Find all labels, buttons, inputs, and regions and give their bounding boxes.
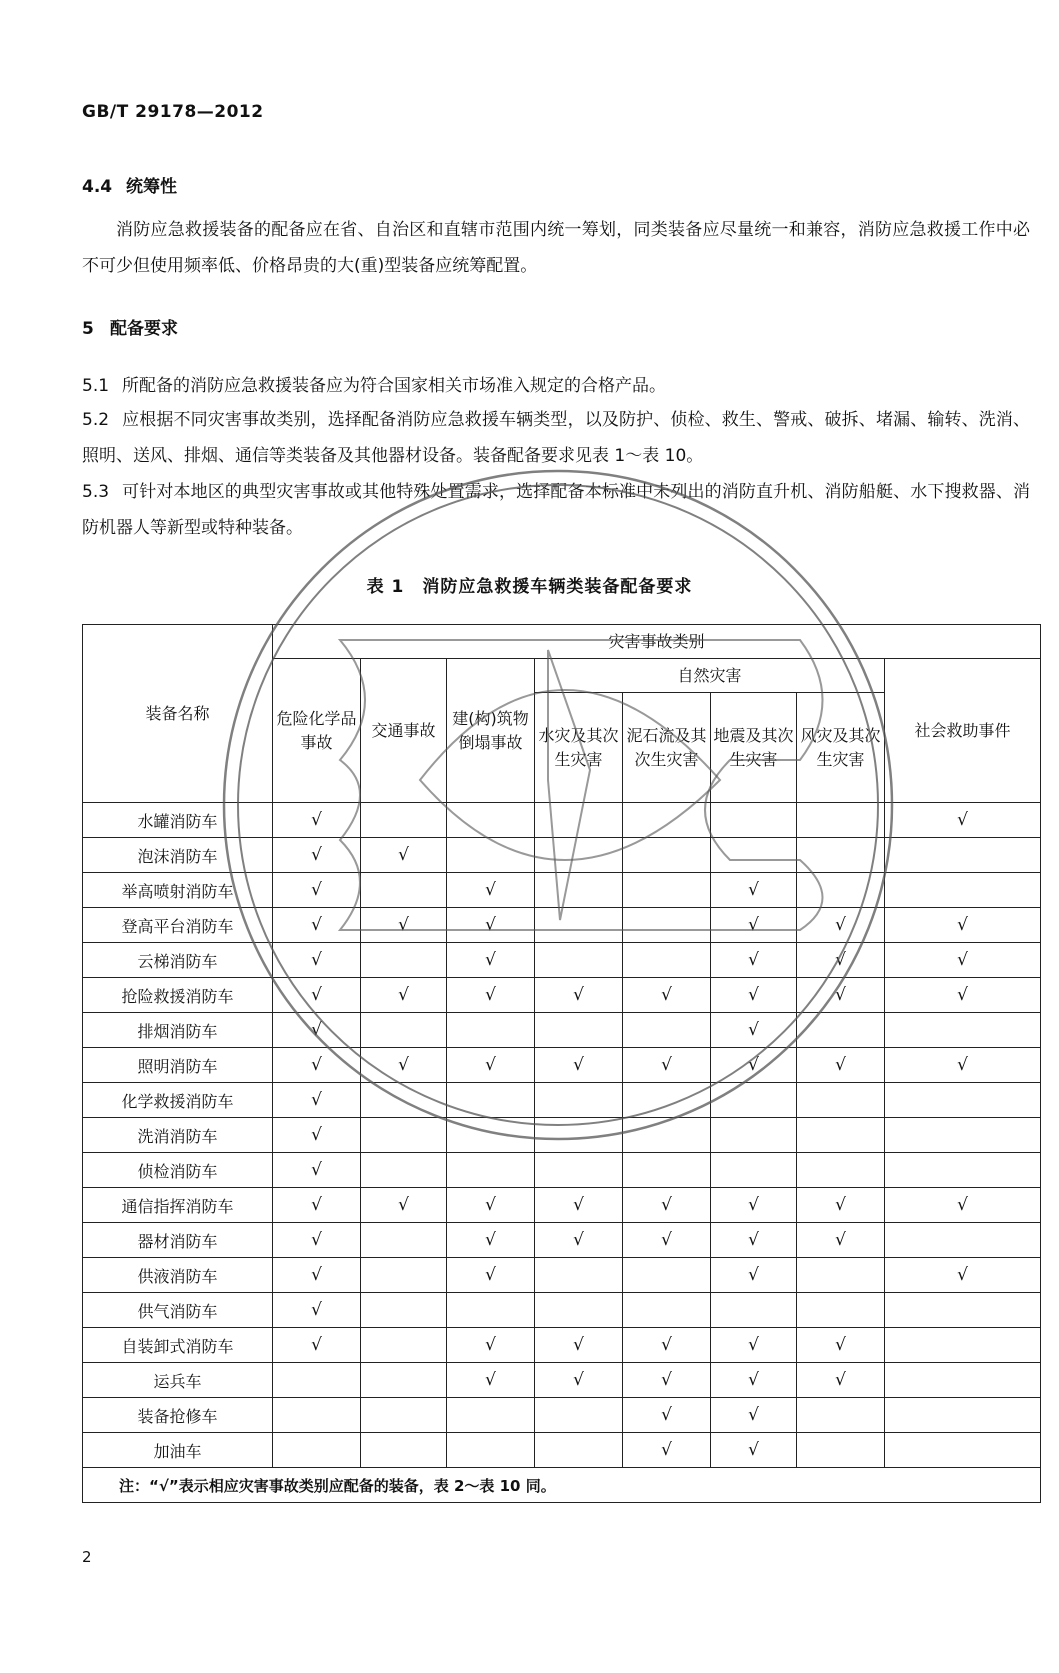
- check-mark-cell: √: [711, 908, 797, 943]
- empty-cell: [797, 1118, 885, 1153]
- equipment-name-cell: 侦检消防车: [83, 1153, 273, 1188]
- empty-cell: [885, 1398, 1041, 1433]
- table-body: [83, 803, 1041, 1468]
- check-mark-cell: √: [535, 1328, 623, 1363]
- check-mark-cell: √: [273, 1048, 361, 1083]
- empty-cell: [623, 1153, 711, 1188]
- empty-cell: [797, 1398, 885, 1433]
- clause-text: 可针对本地区的典型灾害事故或其他特殊处置需求，选择配备本标准中未列出的消防直升机、消防船艇、水下搜救器、消防机器人等新型或特种装备。: [82, 482, 1030, 538]
- clause-number: 5.1: [82, 376, 110, 396]
- check-mark-cell: √: [273, 1083, 361, 1118]
- check-mark-cell: √: [447, 1328, 535, 1363]
- equipment-name-cell: 自装卸式消防车: [83, 1328, 273, 1363]
- empty-cell: [797, 873, 885, 908]
- empty-cell: [535, 803, 623, 838]
- clause-number: 5.3: [82, 482, 110, 502]
- empty-cell: [885, 1433, 1041, 1468]
- check-mark-cell: √: [885, 943, 1041, 978]
- check-mark-cell: √: [711, 1048, 797, 1083]
- equipment-name-cell: 照明消防车: [83, 1048, 273, 1083]
- clause-number: 5.2: [82, 410, 110, 430]
- check-mark-cell: √: [447, 978, 535, 1013]
- equipment-name-cell: 水罐消防车: [83, 803, 273, 838]
- header-natural-disaster: 自然灾害: [535, 659, 885, 693]
- check-mark-cell: √: [797, 1048, 885, 1083]
- check-mark-cell: √: [885, 908, 1041, 943]
- section-number: 5: [82, 319, 94, 339]
- check-mark-cell: √: [885, 1048, 1041, 1083]
- check-mark-cell: √: [273, 1153, 361, 1188]
- equipment-name-cell: 排烟消防车: [83, 1013, 273, 1048]
- empty-cell: [535, 1398, 623, 1433]
- check-mark-cell: √: [273, 1258, 361, 1293]
- check-mark-cell: √: [711, 1433, 797, 1468]
- empty-cell: [361, 1013, 447, 1048]
- check-mark-cell: √: [623, 1048, 711, 1083]
- empty-cell: [711, 1118, 797, 1153]
- empty-cell: [535, 1433, 623, 1468]
- check-mark-cell: √: [623, 1188, 711, 1223]
- empty-cell: [361, 1223, 447, 1258]
- equipment-name-cell: 加油车: [83, 1433, 273, 1468]
- check-mark-cell: √: [885, 803, 1041, 838]
- check-mark-cell: √: [447, 873, 535, 908]
- empty-cell: [361, 1083, 447, 1118]
- section-number: 4.4: [82, 177, 113, 197]
- empty-cell: [623, 908, 711, 943]
- header-equipment-name: 装备名称: [83, 625, 273, 803]
- table-row: [83, 1153, 1041, 1188]
- equipment-name-cell: 运兵车: [83, 1363, 273, 1398]
- check-mark-cell: √: [273, 1293, 361, 1328]
- check-mark-cell: √: [447, 943, 535, 978]
- empty-cell: [623, 1013, 711, 1048]
- empty-cell: [797, 1013, 885, 1048]
- empty-cell: [885, 1153, 1041, 1188]
- check-mark-cell: √: [447, 1223, 535, 1258]
- check-mark-cell: √: [273, 838, 361, 873]
- empty-cell: [885, 873, 1041, 908]
- check-mark-cell: √: [361, 978, 447, 1013]
- check-mark-cell: √: [535, 1048, 623, 1083]
- empty-cell: [535, 908, 623, 943]
- check-mark-cell: √: [447, 1363, 535, 1398]
- check-mark-cell: √: [273, 943, 361, 978]
- check-mark-cell: √: [711, 1363, 797, 1398]
- empty-cell: [447, 1398, 535, 1433]
- check-mark-cell: √: [273, 1188, 361, 1223]
- empty-cell: [535, 943, 623, 978]
- table-note: 注：“√”表示相应灾害事故类别应配备的装备，表 2～表 10 同。: [83, 1468, 1041, 1503]
- clause-text: 应根据不同灾害事故类别，选择配备消防应急救援车辆类型，以及防护、侦检、救生、警戒、破拆、堵漏、输转、洗消、照明、送风、排烟、通信等类装备及其他器材设备。装备配备要求见表 1～表 10。: [82, 410, 1030, 466]
- header-col-5: 泥石流及其次生灾害: [623, 693, 711, 803]
- empty-cell: [797, 1153, 885, 1188]
- empty-cell: [273, 1363, 361, 1398]
- equipment-table-wrapper: [82, 624, 1030, 1503]
- table-row: [83, 1118, 1041, 1153]
- empty-cell: [885, 1083, 1041, 1118]
- empty-cell: [797, 1083, 885, 1118]
- check-mark-cell: √: [361, 838, 447, 873]
- empty-cell: [535, 1153, 623, 1188]
- check-mark-cell: √: [711, 978, 797, 1013]
- empty-cell: [885, 838, 1041, 873]
- empty-cell: [447, 803, 535, 838]
- empty-cell: [361, 1398, 447, 1433]
- check-mark-cell: √: [447, 1258, 535, 1293]
- check-mark-cell: √: [885, 1258, 1041, 1293]
- empty-cell: [361, 1328, 447, 1363]
- table-title: 表 1 消防应急救援车辆类装备配备要求: [366, 577, 693, 597]
- empty-cell: [447, 1083, 535, 1118]
- header-disaster-category: 灾害事故类别: [273, 625, 1041, 659]
- empty-cell: [623, 1293, 711, 1328]
- check-mark-cell: √: [797, 943, 885, 978]
- check-mark-cell: √: [273, 908, 361, 943]
- empty-cell: [711, 838, 797, 873]
- check-mark-cell: √: [361, 1188, 447, 1223]
- empty-cell: [447, 1013, 535, 1048]
- empty-cell: [535, 1083, 623, 1118]
- check-mark-cell: √: [623, 1363, 711, 1398]
- check-mark-cell: √: [273, 1328, 361, 1363]
- check-mark-cell: √: [273, 803, 361, 838]
- check-mark-cell: √: [535, 978, 623, 1013]
- empty-cell: [361, 1258, 447, 1293]
- check-mark-cell: √: [273, 978, 361, 1013]
- empty-cell: [535, 1293, 623, 1328]
- equipment-name-cell: 化学救援消防车: [83, 1083, 273, 1118]
- empty-cell: [535, 1258, 623, 1293]
- table-row: [83, 908, 1041, 943]
- check-mark-cell: √: [711, 1258, 797, 1293]
- empty-cell: [885, 1363, 1041, 1398]
- equipment-name-cell: 洗消消防车: [83, 1118, 273, 1153]
- check-mark-cell: √: [711, 1013, 797, 1048]
- empty-cell: [797, 1293, 885, 1328]
- check-mark-cell: √: [711, 1328, 797, 1363]
- clause-5-3: [82, 474, 1030, 546]
- table-row: [83, 873, 1041, 908]
- empty-cell: [361, 1153, 447, 1188]
- equipment-name-cell: 抢险救援消防车: [83, 978, 273, 1013]
- table-row: [83, 1258, 1041, 1293]
- header-col-4: 水灾及其次生灾害: [535, 693, 623, 803]
- table-row: [83, 1223, 1041, 1258]
- empty-cell: [535, 873, 623, 908]
- check-mark-cell: √: [885, 1188, 1041, 1223]
- page-number: 2: [82, 1548, 92, 1566]
- check-mark-cell: √: [361, 1048, 447, 1083]
- empty-cell: [361, 803, 447, 838]
- check-mark-cell: √: [797, 1188, 885, 1223]
- section-4-4-text: 消防应急救援装备的配备应在省、自治区和直辖市范围内统一筹划，同类装备应尽量统一和兼容，消防应急救援工作中必不可少但使用频率低、价格昂贵的大(重)型装备应统筹配置。: [82, 220, 1030, 276]
- table-row: [83, 1398, 1041, 1433]
- equipment-table: [82, 624, 1041, 1503]
- check-mark-cell: √: [273, 1223, 361, 1258]
- equipment-name-cell: 装备抢修车: [83, 1398, 273, 1433]
- check-mark-cell: √: [797, 1328, 885, 1363]
- empty-cell: [797, 803, 885, 838]
- empty-cell: [535, 1013, 623, 1048]
- clause-5-2: [82, 402, 1030, 474]
- check-mark-cell: √: [273, 1118, 361, 1153]
- section-title: 配备要求: [110, 319, 178, 339]
- table-row: [83, 1048, 1041, 1083]
- equipment-name-cell: 云梯消防车: [83, 943, 273, 978]
- header-col-8: 社会救助事件: [885, 659, 1041, 803]
- check-mark-cell: √: [623, 1433, 711, 1468]
- table-row: [83, 1188, 1041, 1223]
- empty-cell: [797, 838, 885, 873]
- check-mark-cell: √: [535, 1188, 623, 1223]
- clause-text: 所配备的消防应急救援装备应为符合国家相关市场准入规定的合格产品。: [122, 376, 666, 396]
- check-mark-cell: √: [447, 908, 535, 943]
- check-mark-cell: √: [797, 908, 885, 943]
- check-mark-cell: √: [623, 1223, 711, 1258]
- standard-number: GB/T 29178—2012: [82, 102, 264, 122]
- equipment-name-cell: 举高喷射消防车: [83, 873, 273, 908]
- check-mark-cell: √: [797, 1223, 885, 1258]
- header-col-2: 交通事故: [361, 659, 447, 803]
- empty-cell: [623, 1118, 711, 1153]
- empty-cell: [885, 1118, 1041, 1153]
- check-mark-cell: √: [535, 1363, 623, 1398]
- empty-cell: [361, 1363, 447, 1398]
- check-mark-cell: √: [711, 873, 797, 908]
- empty-cell: [361, 1293, 447, 1328]
- empty-cell: [361, 1433, 447, 1468]
- empty-cell: [447, 1433, 535, 1468]
- check-mark-cell: √: [797, 1363, 885, 1398]
- check-mark-cell: √: [711, 1188, 797, 1223]
- empty-cell: [447, 838, 535, 873]
- table-row: [83, 803, 1041, 838]
- empty-cell: [711, 803, 797, 838]
- check-mark-cell: √: [797, 978, 885, 1013]
- empty-cell: [885, 1293, 1041, 1328]
- equipment-name-cell: 供液消防车: [83, 1258, 273, 1293]
- header-col-7: 风灾及其次生灾害: [797, 693, 885, 803]
- table-row: [83, 1083, 1041, 1118]
- empty-cell: [535, 838, 623, 873]
- empty-cell: [361, 1118, 447, 1153]
- empty-cell: [361, 873, 447, 908]
- table-row: [83, 1433, 1041, 1468]
- equipment-name-cell: 登高平台消防车: [83, 908, 273, 943]
- empty-cell: [623, 943, 711, 978]
- check-mark-cell: √: [623, 1398, 711, 1433]
- check-mark-cell: √: [273, 1013, 361, 1048]
- empty-cell: [623, 1083, 711, 1118]
- table-row: [83, 943, 1041, 978]
- empty-cell: [797, 1433, 885, 1468]
- empty-cell: [447, 1293, 535, 1328]
- empty-cell: [623, 1258, 711, 1293]
- table-row: [83, 1363, 1041, 1398]
- empty-cell: [447, 1118, 535, 1153]
- check-mark-cell: √: [447, 1048, 535, 1083]
- header-col-1: 危险化学品事故: [273, 659, 361, 803]
- check-mark-cell: √: [535, 1223, 623, 1258]
- equipment-name-cell: 通信指挥消防车: [83, 1188, 273, 1223]
- clause-5-1: [82, 368, 1030, 404]
- empty-cell: [535, 1118, 623, 1153]
- empty-cell: [273, 1398, 361, 1433]
- table-row: [83, 1013, 1041, 1048]
- table-row: [83, 978, 1041, 1013]
- header-col-6: 地震及其次生灾害: [711, 693, 797, 803]
- equipment-name-cell: 泡沫消防车: [83, 838, 273, 873]
- empty-cell: [623, 873, 711, 908]
- check-mark-cell: √: [623, 1328, 711, 1363]
- empty-cell: [447, 1153, 535, 1188]
- empty-cell: [711, 1153, 797, 1188]
- equipment-name-cell: 供气消防车: [83, 1293, 273, 1328]
- check-mark-cell: √: [711, 943, 797, 978]
- empty-cell: [623, 803, 711, 838]
- empty-cell: [623, 838, 711, 873]
- header-col-3: 建(构)筑物倒塌事故: [447, 659, 535, 803]
- check-mark-cell: √: [361, 908, 447, 943]
- empty-cell: [885, 1328, 1041, 1363]
- section-title: 统筹性: [126, 177, 177, 197]
- empty-cell: [361, 943, 447, 978]
- check-mark-cell: √: [447, 1188, 535, 1223]
- check-mark-cell: √: [273, 873, 361, 908]
- table-row: [83, 1328, 1041, 1363]
- check-mark-cell: √: [711, 1398, 797, 1433]
- empty-cell: [885, 1223, 1041, 1258]
- empty-cell: [885, 1013, 1041, 1048]
- empty-cell: [273, 1433, 361, 1468]
- section-5-heading: [82, 314, 178, 339]
- equipment-name-cell: 器材消防车: [83, 1223, 273, 1258]
- empty-cell: [711, 1293, 797, 1328]
- table-row: [83, 838, 1041, 873]
- check-mark-cell: √: [885, 978, 1041, 1013]
- check-mark-cell: √: [623, 978, 711, 1013]
- table-row: [83, 1293, 1041, 1328]
- empty-cell: [797, 1258, 885, 1293]
- empty-cell: [711, 1083, 797, 1118]
- section-4-4-heading: [82, 172, 177, 197]
- check-mark-cell: √: [711, 1223, 797, 1258]
